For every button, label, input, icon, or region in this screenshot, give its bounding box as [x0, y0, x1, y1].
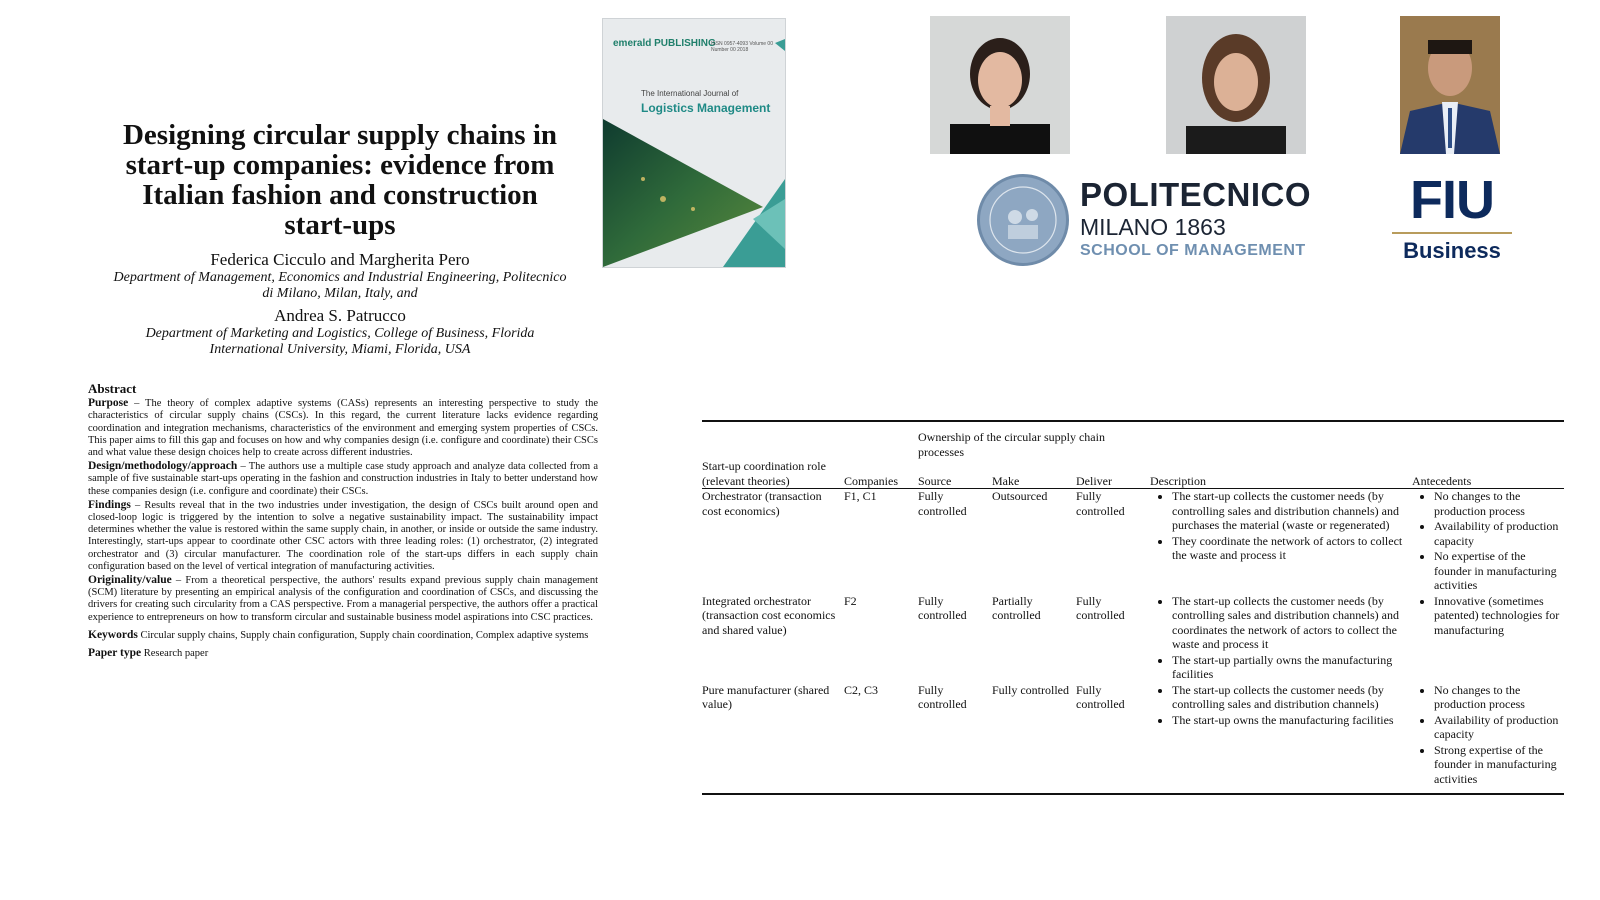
- polimi-city: MILANO 1863: [1080, 214, 1226, 240]
- abstract-purpose: [88, 397, 598, 459]
- cell-companies: F2: [844, 593, 857, 608]
- bullet-item: • The start-up collects the customer needs (by controlling sales and distribution channels): [1172, 683, 1408, 712]
- abstract-findings: [88, 499, 598, 573]
- affiliation-primary: Department of Management, Economics and Industrial Engineering, Politecnico di Milano, Milan, Italy, and: [113, 270, 567, 301]
- table-row: [702, 683, 1564, 788]
- cell-role: Pure manufacturer (shared value): [702, 682, 830, 711]
- description-list: [1150, 683, 1408, 728]
- cell-source: Fully controlled: [918, 682, 967, 711]
- cell-make: Outsourced: [992, 489, 1048, 503]
- bullet-item: • The start-up partially owns the manufacturing facilities: [1172, 653, 1408, 682]
- abstract-keywords: [88, 629, 598, 642]
- cell-antecedents: [1412, 489, 1564, 594]
- paper-title: Designing circular supply chains in start-up companies: evidence from Italian fashion and construction start-ups: [122, 119, 558, 241]
- fiu-divider: [1392, 232, 1512, 234]
- portrait-icon: [930, 16, 1070, 154]
- cell-description: [1150, 683, 1412, 788]
- description-list: [1150, 594, 1408, 682]
- antecedents-list: [1412, 489, 1560, 593]
- header-description: Description: [1150, 473, 1206, 488]
- cell-description: [1150, 489, 1412, 594]
- portrait-icon: [1166, 16, 1306, 154]
- author-photo-3: [1400, 16, 1500, 154]
- cell-antecedents: [1412, 683, 1564, 788]
- table-row: [702, 489, 1564, 594]
- bullet-item: • No changes to the production process: [1434, 683, 1560, 712]
- header-make: Make: [992, 473, 1020, 488]
- abstract-heading: Abstract: [88, 381, 137, 396]
- paper-type-text: Research paper: [141, 648, 209, 660]
- antecedents-list: [1412, 683, 1560, 787]
- affiliation-secondary: Department of Marketing and Logistics, College of Business, Florida International University, Miami, Florida, USA: [145, 326, 535, 357]
- keywords-label: Keywords: [88, 628, 138, 641]
- fiu-business: Business: [1403, 238, 1501, 263]
- originality-text: – From a theoretical perspective, the authors' results expand previous supply chain management (SCM) literature by presenting an empirical analysis of the configuration and coordination of CSCs, and discussing the drivers for creating such circularity from a CAS perspective. From a managerial perspective, the authors offer a practical experience to entrepreneurs on how to transform circular and sustainable business model aspirations into CSC practices.: [88, 575, 598, 623]
- polimi-logo: [1080, 177, 1311, 261]
- bullet-item: • The start-up collects the customer needs (by controlling sales and distribution channels) and coordinates the network of actors to collect the waste and process it: [1172, 594, 1408, 652]
- polimi-name: POLITECNICO: [1080, 176, 1312, 213]
- bullet-item: • Availability of production capacity: [1434, 519, 1560, 548]
- polimi-seal-icon: [977, 174, 1069, 266]
- seal-figures-icon: [980, 177, 1066, 263]
- header-deliver: Deliver: [1076, 473, 1112, 488]
- header-antecedents: Antecedents: [1412, 473, 1472, 488]
- journal-cover: [602, 18, 786, 268]
- design-label: Design/methodology/approach: [88, 460, 238, 473]
- purpose-text: – The theory of complex adaptive systems (CASs) represents an interesting perspective to study the characteristics of circular supply chains (CSCs). In this regard, the current literature lacks evidence regarding coordination and integration mechanisms, characteristics of the environment and emerging system properties of CSCs. This paper aims to fill this gap and focuses on how and why companies design (i.e. configure and coordinate) their CSCs and what value these design choices help to create across different industries.: [88, 398, 598, 459]
- cover-issn: ISSN 0957-4093 Volume 00 Number 00 2018: [711, 41, 773, 53]
- cell-role: Orchestrator (transaction cost economics): [702, 489, 822, 518]
- header-companies: Companies: [844, 473, 898, 488]
- cell-make: Partially controlled: [992, 593, 1041, 622]
- cell-deliver: Fully controlled: [1076, 593, 1125, 622]
- abstract-section: [88, 383, 598, 661]
- bullet-item: • They coordinate the network of actors to collect the waste and process it: [1172, 534, 1408, 563]
- case-summary-table: [702, 420, 1564, 795]
- header-ownership-group: Ownership of the circular supply chain processes: [918, 430, 1105, 459]
- authors-primary: Federica Cicculo and Margherita Pero: [210, 250, 470, 269]
- paper-type-label: Paper type: [88, 647, 142, 660]
- journal-name: Logistics Management: [641, 101, 771, 115]
- description-list: [1150, 489, 1408, 563]
- cell-source: Fully controlled: [918, 489, 967, 518]
- header-role: Start-up coordination role (relevant theories): [702, 459, 826, 488]
- journal-prefix: The International Journal of: [641, 89, 739, 98]
- cover-art: [603, 19, 785, 267]
- cell-role: Integrated orchestrator (transaction cost economics and shared value): [702, 593, 836, 637]
- author-photo-1: [930, 16, 1070, 154]
- bullet-item: • Innovative (sometimes patented) technologies for manufacturing: [1434, 594, 1560, 638]
- bullet-item: • Strong expertise of the founder in manufacturing activities: [1434, 743, 1560, 787]
- originality-label: Originality/value: [88, 574, 172, 587]
- cell-antecedents: [1412, 594, 1564, 683]
- findings-label: Findings: [88, 498, 131, 511]
- bullet-item: • Availability of production capacity: [1434, 713, 1560, 742]
- paper-header: [110, 120, 570, 358]
- cell-companies: F1, C1: [844, 489, 877, 503]
- cell-source: Fully controlled: [918, 593, 967, 622]
- polimi-school: SCHOOL OF MANAGEMENT: [1080, 242, 1306, 259]
- fiu-mark: FIU: [1410, 170, 1494, 230]
- publisher-logo: emerald PUBLISHING: [613, 38, 716, 49]
- cell-companies: C2, C3: [844, 682, 879, 697]
- purpose-label: Purpose: [88, 397, 129, 410]
- bullet-item: • No changes to the production process: [1434, 489, 1560, 518]
- keywords-text: Circular supply chains, Supply chain configuration, Supply chain coordination, Complex adaptive systems: [137, 629, 589, 641]
- authors-secondary: Andrea S. Patrucco: [274, 306, 406, 325]
- author-photo-2: [1166, 16, 1306, 154]
- portrait-icon: [1400, 16, 1500, 154]
- table-row: [702, 594, 1564, 683]
- fiu-logo: [1392, 172, 1512, 264]
- abstract-originality: [88, 574, 598, 624]
- abstract-paper-type: [88, 647, 598, 660]
- header-source: Source: [918, 473, 952, 488]
- bullet-item: • The start-up owns the manufacturing facilities: [1172, 713, 1408, 728]
- cell-deliver: Fully controlled: [1076, 682, 1125, 711]
- abstract-design: [88, 460, 598, 498]
- cell-description: [1150, 594, 1412, 683]
- design-text: – The authors use a multiple case study approach and analyze data collected from a sample of five sustainable start-ups operating in the fashion and construction industries in Italy to better understand how these companies design (i.e. configure and coordinate) their CSCs.: [88, 461, 598, 497]
- antecedents-list: [1412, 594, 1560, 638]
- cell-deliver: Fully controlled: [1076, 489, 1125, 518]
- bullet-item: • The start-up collects the customer needs (by controlling sales and distribution channels) and purchases the material (waste or regenerated): [1172, 489, 1408, 533]
- findings-text: – Results reveal that in the two industries under investigation, the design of CSCs built around open and closed-loop logic is triggered by the intention to solve a negative sustainability impact. The sustainability impact determines whether the value is restored within the same supply chain, in another, or inside or outside the same industry. Interestingly, start-ups appear to coordinate other CSC actors with three leading roles: (1) orchestrator, (2) integrated orchestrator and (3) circular manufacturer. The coordination role of the start-ups differs in each supply chain configuration based on the level of vertical integration of manufacturing activities.: [88, 499, 598, 572]
- cell-make: Fully controlled: [992, 682, 1069, 697]
- bullet-item: • No expertise of the founder in manufacturing activities: [1434, 549, 1560, 593]
